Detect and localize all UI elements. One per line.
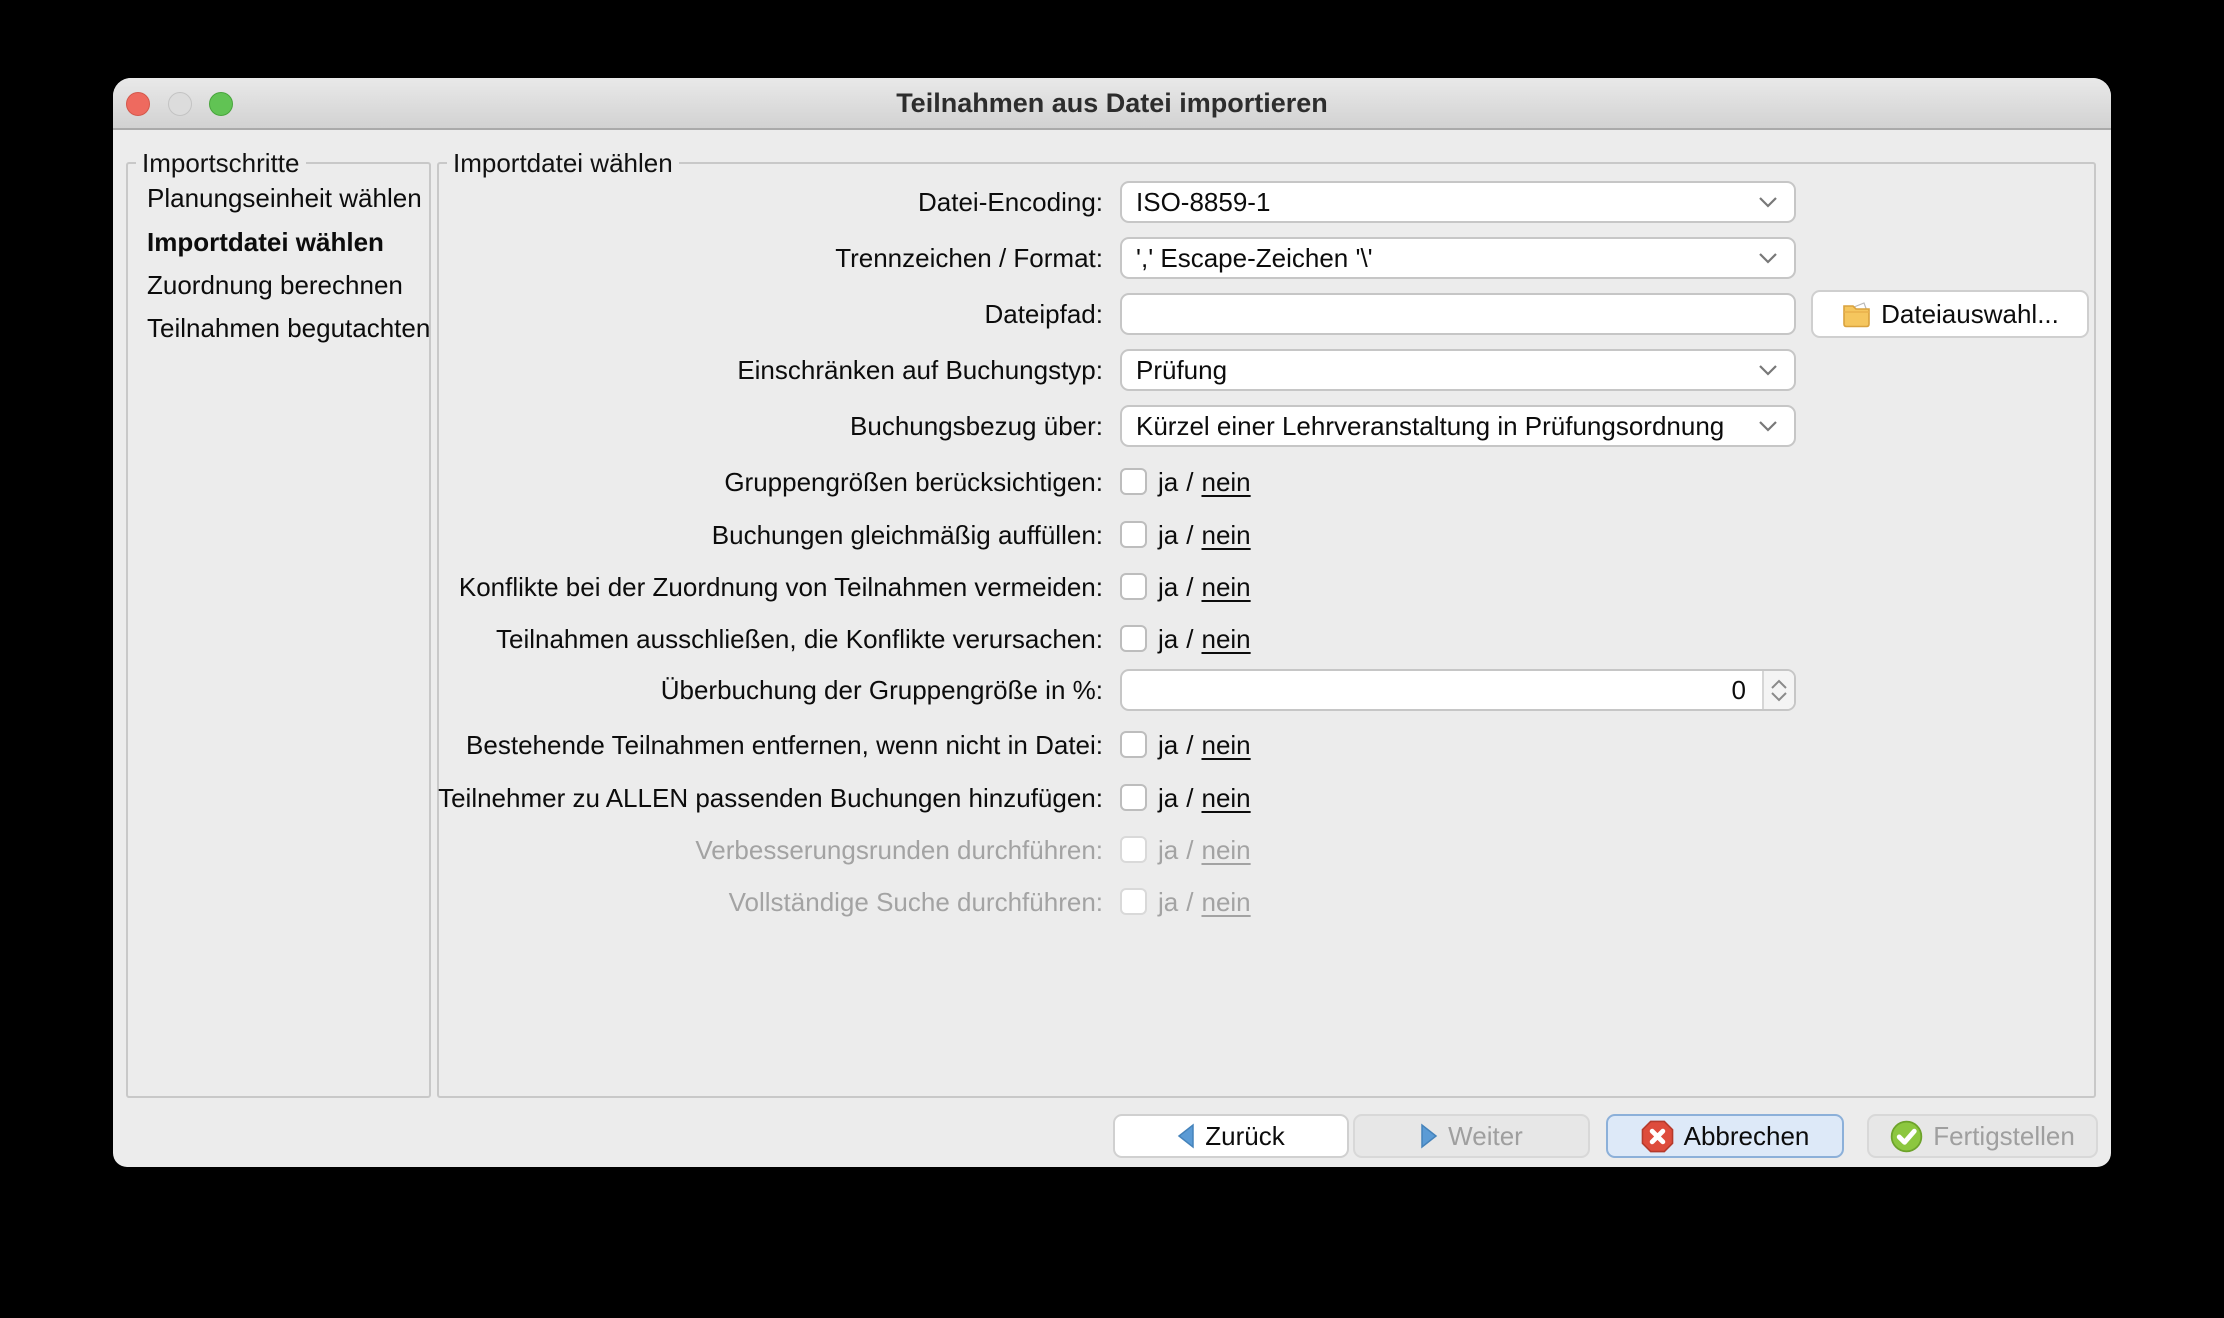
finish-button	[1867, 1114, 2098, 1158]
chevron-down-icon	[1758, 252, 1778, 264]
stepper-down-icon[interactable]	[1770, 692, 1788, 702]
window-title: Teilnahmen aus Datei importieren	[896, 88, 1328, 118]
cancel-button[interactable]	[1606, 1114, 1844, 1158]
bookingref-dropdown[interactable]	[1120, 405, 1796, 447]
full-search-label: Vollständige Suche durchführen:	[728, 887, 1103, 917]
bookingtype-label: Einschränken auf Buchungstyp:	[737, 355, 1103, 385]
stepper-up-icon[interactable]	[1770, 679, 1788, 689]
improvement-rounds-label: Verbesserungsrunden durchführen:	[695, 835, 1103, 865]
ja-label: ja	[1158, 467, 1179, 497]
bookingtype-dropdown[interactable]	[1120, 349, 1796, 391]
slash-label: /	[1186, 520, 1194, 550]
bookingref-label: Buchungsbezug über:	[850, 411, 1103, 441]
minimize-button[interactable]	[168, 92, 192, 116]
format-label: Trennzeichen / Format:	[835, 243, 1103, 273]
slash-label: /	[1186, 783, 1194, 813]
finish-button-label: Fertigstellen	[1933, 1120, 2075, 1151]
ja-label: ja	[1158, 835, 1179, 865]
nein-link: nein	[1201, 835, 1251, 865]
encoding-label: Datei-Encoding:	[918, 187, 1103, 217]
next-button-label: Weiter	[1448, 1120, 1523, 1151]
overbooking-stepper[interactable]	[1762, 671, 1794, 709]
chevron-down-icon	[1758, 196, 1778, 208]
back-button[interactable]	[1113, 1114, 1349, 1158]
zoom-button[interactable]	[209, 92, 233, 116]
bookingtype-value: Prüfung	[1136, 354, 1228, 385]
remove-existing-label: Bestehende Teilnahmen entfernen, wenn nicht in Datei:	[466, 730, 1103, 760]
ja-label: ja	[1158, 730, 1179, 760]
overbooking-label: Überbuchung der Gruppengröße in %:	[660, 675, 1103, 705]
file-chooser-button[interactable]	[1811, 290, 2089, 338]
nein-link[interactable]: nein	[1201, 520, 1251, 550]
groupsizes-checkbox[interactable]	[1120, 468, 1147, 495]
nein-link[interactable]: nein	[1201, 783, 1251, 813]
step-teilnahmen: Teilnahmen begutachten	[147, 313, 431, 343]
next-button	[1353, 1114, 1590, 1158]
avoid-conflicts-checkbox[interactable]	[1120, 573, 1147, 600]
groupsizes-label: Gruppengrößen berücksichtigen:	[724, 467, 1103, 497]
ja-label: ja	[1158, 783, 1179, 813]
remove-existing-checkbox[interactable]	[1120, 731, 1147, 758]
format-value: ',' Escape-Zeichen '\'	[1136, 242, 1373, 273]
slash-label: /	[1186, 730, 1194, 760]
slash-label: /	[1186, 572, 1194, 602]
nein-link[interactable]: nein	[1201, 572, 1251, 602]
slash-label: /	[1186, 624, 1194, 654]
import-steps-legend: Importschritte	[136, 147, 306, 179]
ja-label: ja	[1158, 887, 1179, 917]
slash-label: /	[1186, 835, 1194, 865]
overbooking-spinner[interactable]	[1120, 669, 1796, 711]
next-arrow-icon	[1420, 1123, 1438, 1149]
import-file-legend: Importdatei wählen	[447, 147, 679, 179]
step-zuordnung: Zuordnung berechnen	[147, 270, 403, 300]
slash-label: /	[1186, 467, 1194, 497]
fill-evenly-checkbox[interactable]	[1120, 521, 1147, 548]
filepath-input[interactable]	[1120, 293, 1796, 335]
ja-label: ja	[1158, 520, 1179, 550]
encoding-value: ISO-8859-1	[1136, 186, 1271, 217]
ja-label: ja	[1158, 572, 1179, 602]
bookingref-value: Kürzel einer Lehrveranstaltung in Prüfungsordnung	[1136, 410, 1725, 441]
add-to-all-checkbox[interactable]	[1120, 784, 1147, 811]
add-to-all-label: Teilnehmer zu ALLEN passenden Buchungen hinzufügen:	[438, 783, 1103, 813]
exclude-conflicts-label: Teilnahmen ausschließen, die Konflikte verursachen:	[495, 624, 1103, 654]
nein-link[interactable]: nein	[1201, 467, 1251, 497]
nein-link[interactable]: nein	[1201, 730, 1251, 760]
close-button[interactable]	[126, 92, 150, 116]
ja-label: ja	[1158, 624, 1179, 654]
chevron-down-icon	[1758, 420, 1778, 432]
avoid-conflicts-label: Konflikte bei der Zuordnung von Teilnahmen vermeiden:	[458, 572, 1103, 602]
step-importdatei: Importdatei wählen	[147, 227, 384, 257]
filepath-label: Dateipfad:	[984, 299, 1103, 329]
nein-link: nein	[1201, 887, 1251, 917]
import-steps-group	[126, 148, 431, 1098]
format-dropdown[interactable]	[1120, 237, 1796, 279]
fill-evenly-label: Buchungen gleichmäßig auffüllen:	[711, 520, 1103, 550]
back-arrow-icon	[1177, 1123, 1195, 1149]
encoding-dropdown[interactable]	[1120, 181, 1796, 223]
overbooking-value: 0	[1731, 675, 1746, 705]
dialog-window	[113, 78, 2111, 1167]
improvement-rounds-checkbox	[1120, 836, 1147, 863]
exclude-conflicts-checkbox[interactable]	[1120, 625, 1147, 652]
slash-label: /	[1186, 887, 1194, 917]
titlebar	[113, 78, 2111, 130]
cancel-button-label: Abbrechen	[1683, 1120, 1810, 1151]
folder-icon	[1841, 301, 1872, 328]
nein-link[interactable]: nein	[1201, 624, 1251, 654]
check-icon	[1890, 1120, 1923, 1153]
step-planungseinheit: Planungseinheit wählen	[147, 183, 422, 213]
stop-icon	[1641, 1120, 1674, 1153]
chevron-down-icon	[1758, 364, 1778, 376]
full-search-checkbox	[1120, 888, 1147, 915]
back-button-label: Zurück	[1205, 1120, 1285, 1151]
file-chooser-label: Dateiauswahl...	[1881, 298, 2059, 329]
